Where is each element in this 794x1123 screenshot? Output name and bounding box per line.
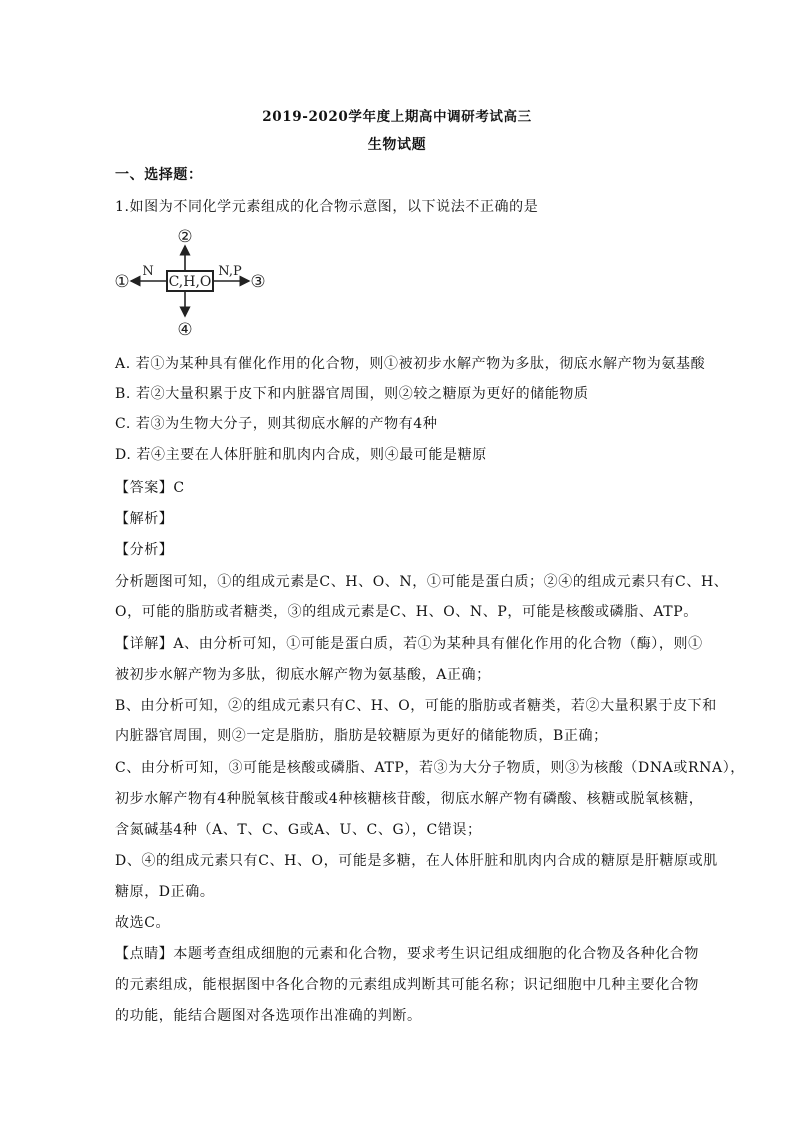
analysis-line: O，可能的脂肪或者糖类，③的组成元素是C、H、O、N、P，可能是核酸或磷脂、ATP。 [115, 604, 698, 620]
point-line: 【点睛】本题考查组成细胞的元素和化合物，要求考生识记组成细胞的化合物及各种化合物 [115, 946, 699, 962]
section-heading: 一、选择题： [115, 167, 203, 183]
point-line: 的元素组成，能根据图中各化合物的元素组成判断其可能名称；识记细胞中几种主要化合物 [115, 977, 699, 993]
option-c: C. 若③为生物大分子，则其彻底水解的产物有4种 [115, 416, 438, 432]
fenxi-label: 【分析】 [115, 542, 174, 558]
detail-line: 故选C。 [115, 915, 171, 931]
detail-line: 含氮碱基4种（A、T、C、G或A、U、C、G），C错误； [115, 822, 482, 838]
arrow-label-np: N,P [218, 264, 242, 279]
center-box-label: C,H,O [168, 274, 212, 290]
detail-line: C、由分析可知，③可能是核酸或磷脂、ATP，若③为大分子物质，则③为核酸（DNA或RNA）， [115, 760, 745, 776]
compound-diagram [112, 222, 272, 340]
option-d: D. 若④主要在人体肝脏和肌肉内合成，则④最可能是糖原 [115, 447, 487, 463]
node-4: ④ [177, 320, 193, 340]
option-a: A. 若①为某种具有催化作用的化合物，则①被初步水解产物为多肽，彻底水解产物为氨基酸 [115, 356, 706, 372]
question-stem: 1.如图为不同化学元素组成的化合物示意图，以下说法不正确的是 [115, 199, 539, 215]
exam-subject: 生物试题 [367, 137, 427, 153]
node-3: ③ [250, 272, 266, 292]
answer-label: 【答案】C [115, 480, 185, 496]
detail-line: 糖原，D正确。 [115, 884, 215, 900]
point-line: 的功能，能结合题图对各选项作出准确的判断。 [115, 1008, 422, 1024]
detail-line: D、④的组成元素只有C、H、O，可能是多糖，在人体肝脏和肌肉内合成的糖原是肝糖原或肌 [115, 853, 718, 869]
detail-line: 【详解】A、由分析可知，①可能是蛋白质，若①为某种具有催化作用的化合物（酶），则① [115, 636, 703, 652]
analysis-line: 分析题图可知，①的组成元素是C、H、O、N，①可能是蛋白质；②④的组成元素只有C、H、 [115, 574, 729, 590]
detail-line: B、由分析可知，②的组成元素只有C、H、O，可能的脂肪或者糖类，若②大量积累于皮下和 [115, 698, 717, 714]
detail-line: 被初步水解产物为多肽，彻底水解产物为氨基酸，A正确； [115, 667, 491, 683]
detail-line: 初步水解产物有4种脱氧核苷酸或4种核糖核苷酸，彻底水解产物有磷酸、核糖或脱氧核糖， [115, 791, 704, 807]
exam-title: 2019-2020学年度上期高中调研考试高三 [262, 109, 532, 125]
option-b: B. 若②大量积累于皮下和内脏器官周围，则②较之糖原为更好的储能物质 [115, 386, 589, 402]
arrow-label-n: N [142, 264, 154, 279]
node-1: ① [114, 272, 130, 292]
jiexi-label: 【解析】 [115, 511, 174, 527]
node-2: ② [177, 227, 193, 247]
detail-line: 内脏器官周围，则②一定是脂肪，脂肪是较糖原为更好的储能物质，B正确； [115, 728, 608, 744]
